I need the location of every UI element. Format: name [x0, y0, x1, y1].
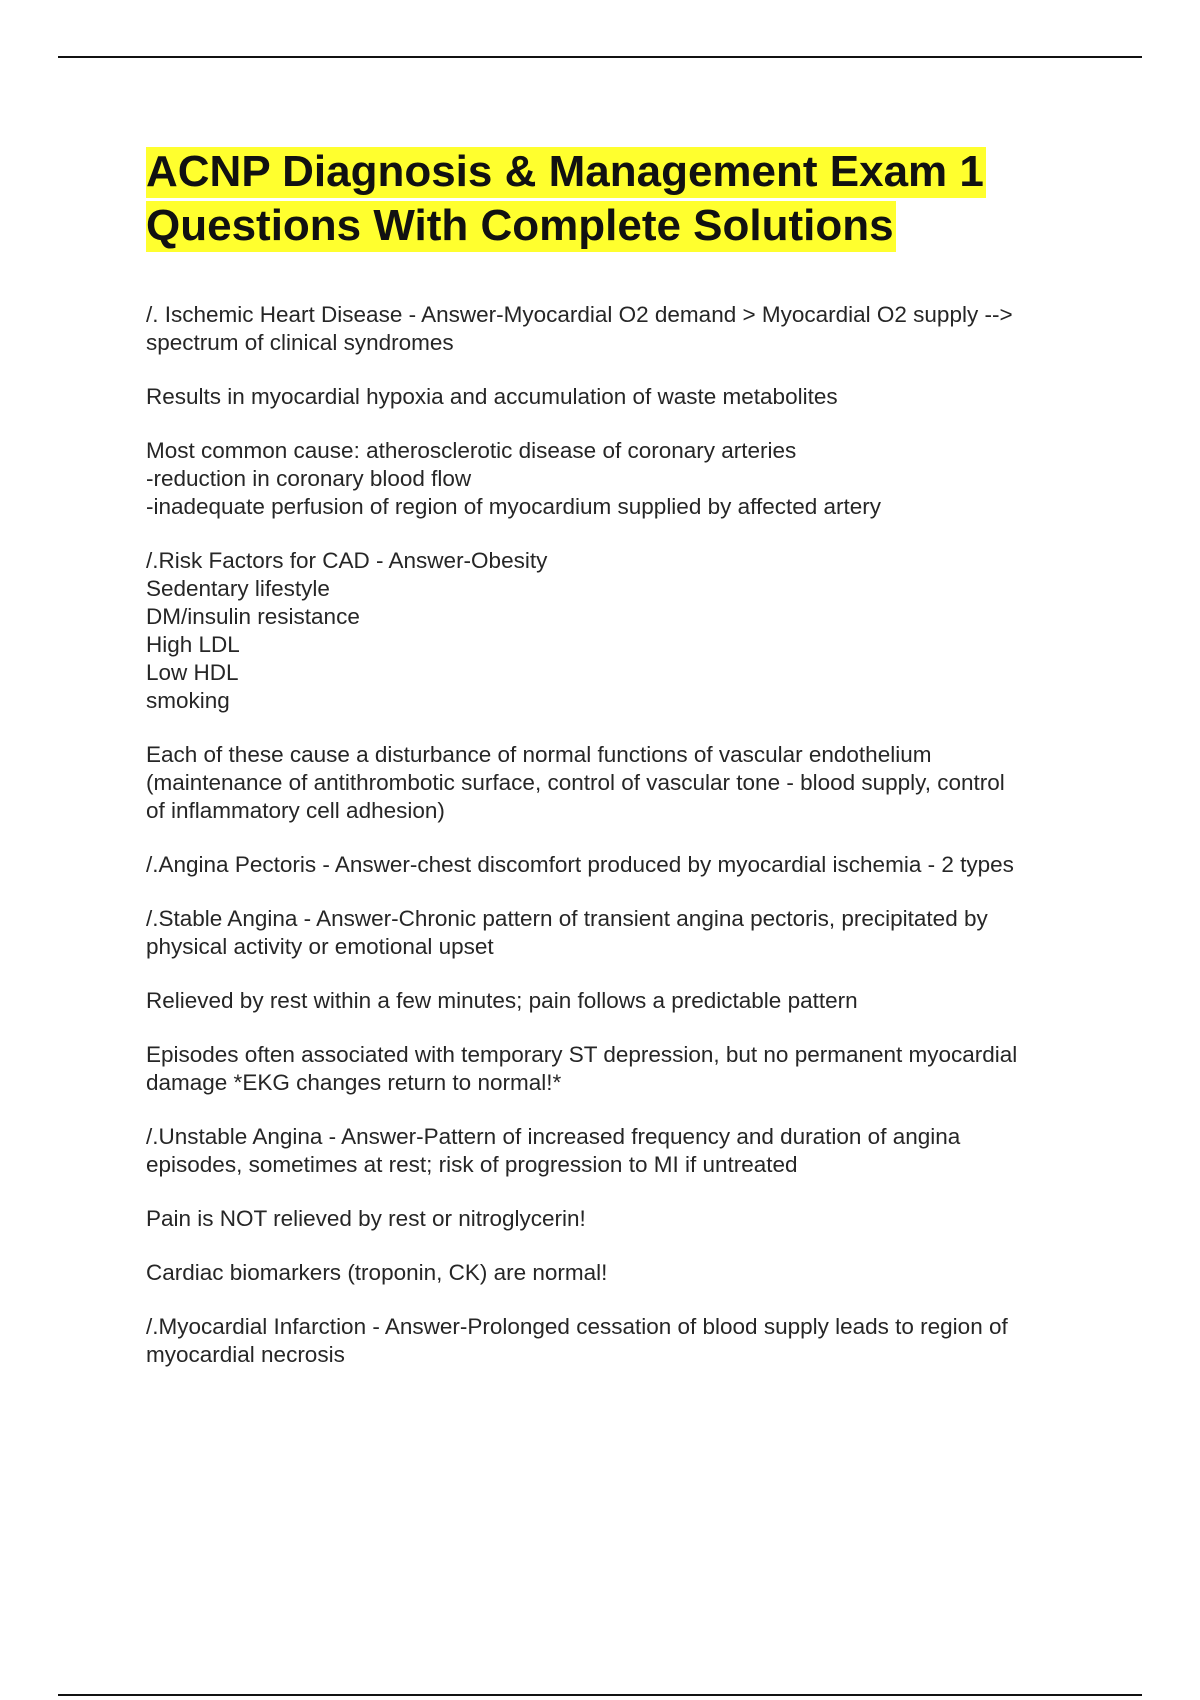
paragraph-line: Cardiac biomarkers (troponin, CK) are normal! [146, 1260, 608, 1285]
paragraph-line: Most common cause: atherosclerotic disease of coronary arteries [146, 438, 797, 463]
paragraph [146, 741, 1096, 825]
title-line-2: Questions With Complete Solutions [146, 201, 894, 250]
paragraph [146, 1313, 1096, 1369]
paragraph [146, 851, 1096, 879]
paragraph [146, 1123, 1096, 1179]
paragraph-line: Episodes often associated with temporary ST depression, but no permanent myocardial [146, 1042, 1018, 1067]
paragraph-line: episodes, sometimes at rest; risk of progression to MI if untreated [146, 1152, 798, 1177]
paragraph-line: /.Angina Pectoris - Answer-chest discomfort produced by myocardial ischemia - 2 types [146, 852, 1014, 877]
paragraph-line: physical activity or emotional upset [146, 934, 494, 959]
header-rule [58, 56, 1142, 58]
paragraph-line: Results in myocardial hypoxia and accumulation of waste metabolites [146, 384, 838, 409]
paragraph-line: damage *EKG changes return to normal!* [146, 1070, 562, 1095]
paragraph-line: of inflammatory cell adhesion) [146, 798, 445, 823]
paragraph-line: /.Unstable Angina - Answer-Pattern of increased frequency and duration of angina [146, 1124, 961, 1149]
paragraph-line: DM/insulin resistance [146, 604, 360, 629]
title-line-1: ACNP Diagnosis & Management Exam 1 [146, 147, 984, 196]
paragraph-line: -reduction in coronary blood flow [146, 466, 472, 491]
paragraph [146, 437, 1096, 521]
paragraph [146, 905, 1096, 961]
paragraph-line: High LDL [146, 632, 240, 657]
paragraph [146, 301, 1096, 357]
paragraph-line: Sedentary lifestyle [146, 576, 330, 601]
footer-rule [58, 1694, 1142, 1696]
paragraph-line: Pain is NOT relieved by rest or nitroglycerin! [146, 1206, 586, 1231]
paragraph [146, 987, 1096, 1015]
paragraph [146, 1205, 1096, 1233]
document-title [146, 145, 1096, 253]
paragraph-line: /.Risk Factors for CAD - Answer-Obesity [146, 548, 548, 573]
paragraph-line: myocardial necrosis [146, 1342, 345, 1367]
paragraph [146, 1259, 1096, 1287]
document-body [146, 301, 1096, 1369]
paragraph-line: /.Stable Angina - Answer-Chronic pattern of transient angina pectoris, precipitated by [146, 906, 988, 931]
paragraph [146, 547, 1096, 715]
paragraph [146, 1041, 1096, 1097]
paragraph-line: -inadequate perfusion of region of myocardium supplied by affected artery [146, 494, 882, 519]
paragraph-line: (maintenance of antithrombotic surface, control of vascular tone - blood supply, control [146, 770, 1005, 795]
paragraph-line: Relieved by rest within a few minutes; pain follows a predictable pattern [146, 988, 858, 1013]
paragraph-line: Low HDL [146, 660, 239, 685]
paragraph-line: spectrum of clinical syndromes [146, 330, 454, 355]
paragraph-line: Each of these cause a disturbance of normal functions of vascular endothelium [146, 742, 932, 767]
paragraph-line: /.Myocardial Infarction - Answer-Prolonged cessation of blood supply leads to region of [146, 1314, 1008, 1339]
paragraph-line: /. Ischemic Heart Disease - Answer-Myocardial O2 demand > Myocardial O2 supply --> [146, 302, 1013, 327]
paragraph [146, 383, 1096, 411]
document-content [146, 145, 1096, 1395]
paragraph-line: smoking [146, 688, 230, 713]
